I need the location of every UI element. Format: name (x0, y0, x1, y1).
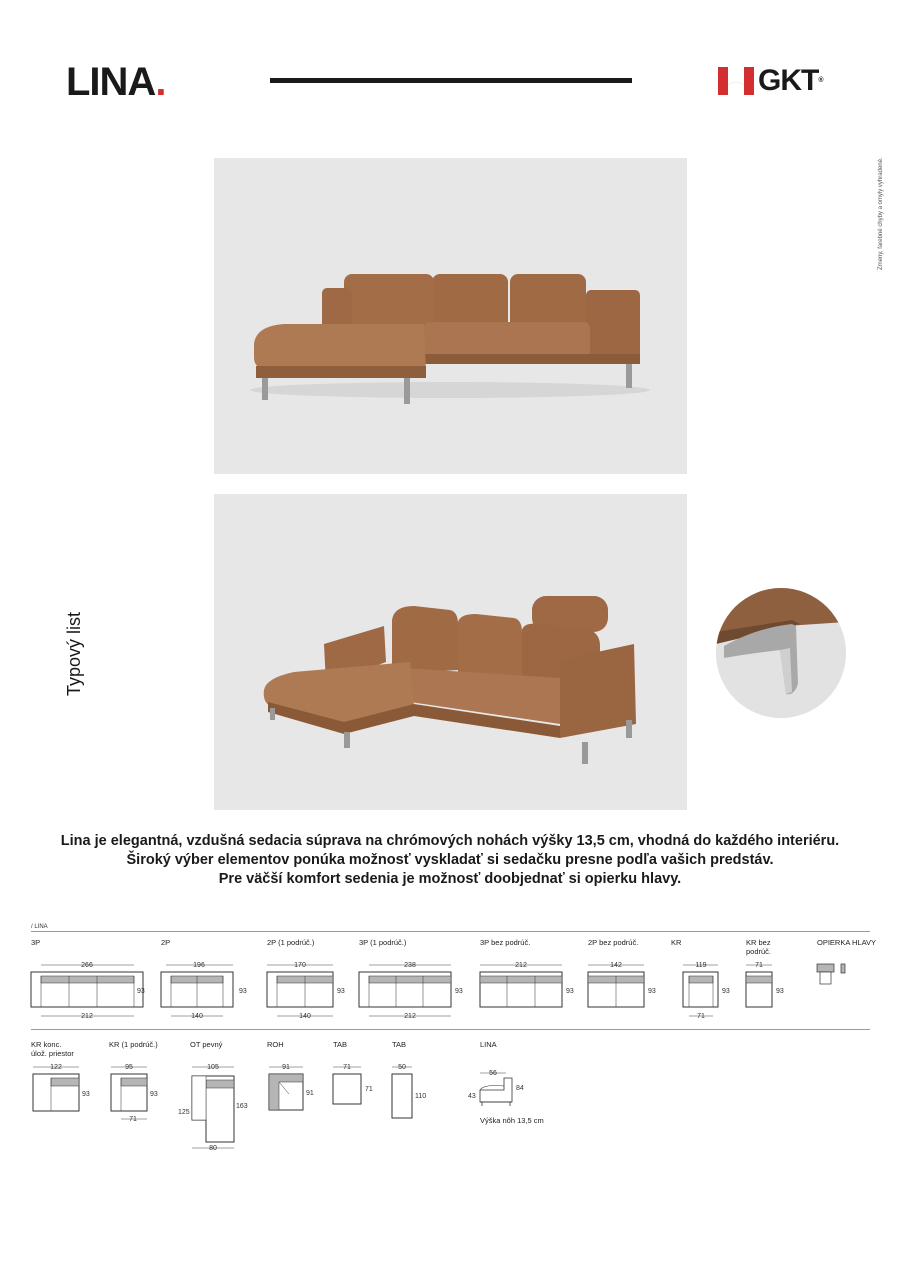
element-name: KR konc. (31, 1040, 62, 1049)
dim-bottom: 212 (404, 1013, 416, 1020)
element-kr-drawing (671, 956, 741, 1046)
element-2p-no-arm-drawing (588, 956, 668, 1046)
element-3p-1-arm-drawing (359, 956, 469, 1046)
dim-top: 238 (404, 962, 416, 969)
element-2p-drawing (161, 956, 251, 1046)
sofa-front-image (214, 158, 687, 474)
element-name: 3P (1 podrúč.) (359, 938, 407, 947)
element-name: TAB (392, 1040, 407, 1049)
dim-top: 95 (125, 1064, 133, 1071)
element-name: KR bez (746, 938, 771, 947)
dim-side: 93 (722, 988, 730, 995)
dim-top: 196 (193, 962, 205, 969)
tech-section-label: / LINA (31, 924, 48, 930)
dim-top: 266 (81, 962, 93, 969)
brand-name (66, 60, 165, 104)
dim-side: 93 (337, 988, 345, 995)
dim-side: 93 (150, 1091, 158, 1098)
lina-profile-drawing (466, 1064, 556, 1124)
doc-type (60, 600, 90, 700)
dim-top: 56 (489, 1070, 497, 1077)
gkt-logo (716, 64, 823, 98)
element-name: 2P (161, 938, 171, 947)
dim-side: 93 (776, 988, 784, 995)
dim-side: 93 (566, 988, 574, 995)
element-name-2: úlož. priestor (31, 1049, 74, 1058)
leg-height-note: Výška nôh 13,5 cm (480, 1116, 544, 1125)
element-name: 3P (31, 938, 41, 947)
logo-mark-icon (716, 65, 756, 97)
doc-type-text: Typový list (64, 611, 84, 696)
dim-bottom: 140 (299, 1013, 311, 1020)
dim-top: 105 (207, 1064, 219, 1071)
element-name: LINA (480, 1040, 497, 1049)
dim-top: 71 (343, 1064, 351, 1071)
dim-top: 119 (695, 962, 707, 969)
element-ot-drawing (178, 1060, 268, 1170)
element-name: OPIERKA HLAVY (817, 938, 877, 947)
desc-line-1: Lina je elegantná, vzdušná sedacia súprava na chrómových nohách výšky 13,5 cm, vhodná do každého interiéru. (60, 833, 840, 849)
dim-right: 84 (516, 1085, 524, 1092)
element-name: ROH (267, 1040, 284, 1049)
dim-top: 170 (294, 962, 306, 969)
element-table-50-drawing (392, 1060, 452, 1140)
dim-side: 93 (239, 988, 247, 995)
side-note (878, 157, 888, 280)
desc-line-3: Pre väčší komfort sedenia je možnosť doobjednať si opierku hlavy. (218, 871, 682, 887)
dim-bottom: 80 (209, 1145, 217, 1152)
element-name: OT pevný (190, 1040, 223, 1049)
sofa-photo-front (214, 158, 687, 474)
element-3p-no-arm-drawing (480, 956, 580, 1046)
element-name: 2P bez podrúč. (588, 938, 639, 947)
logo-text (758, 64, 823, 98)
dim-bottom: 140 (191, 1013, 203, 1020)
dim-top: 212 (515, 962, 527, 969)
element-name: TAB (333, 1040, 348, 1049)
dim-bottom: 71 (129, 1116, 137, 1123)
element-name: KR (671, 938, 682, 947)
element-kr-1-arm-drawing (109, 1060, 179, 1150)
dim-bottom: 71 (697, 1013, 705, 1020)
dim-top: 142 (610, 962, 622, 969)
element-2p-1-arm-drawing (267, 956, 357, 1046)
dim-top: 71 (755, 962, 763, 969)
dim-top: 122 (50, 1064, 62, 1071)
element-name: 2P (1 podrúč.) (267, 938, 315, 947)
dim-left: 43 (468, 1093, 476, 1100)
dim-top: 91 (282, 1064, 290, 1071)
element-corner-drawing (267, 1060, 337, 1140)
dim-bottom: 212 (81, 1013, 93, 1020)
product-description (40, 832, 860, 889)
side-note-text: Zmeny, farebné chyby a omyly vyhradené. (878, 157, 884, 270)
element-kr-end-drawing (31, 1060, 101, 1140)
element-kr-no-arm-drawing (746, 956, 796, 1046)
dim-right: 163 (236, 1103, 248, 1110)
dim-side: 93 (648, 988, 656, 995)
leg-detail-photo (716, 588, 846, 718)
element-name-2: podrúč. (746, 947, 772, 956)
brand-text: LINA (66, 60, 156, 104)
dim-side: 93 (455, 988, 463, 995)
dim-top: 50 (398, 1064, 406, 1071)
dim-left: 125 (178, 1109, 190, 1116)
brand-dot: . (155, 60, 166, 104)
element-name: 3P bez podrúč. (480, 938, 531, 947)
sofa-angle-image (214, 494, 687, 810)
dim-side: 110 (415, 1093, 427, 1100)
element-table-71-drawing (333, 1060, 393, 1140)
dim-side: 93 (82, 1091, 90, 1098)
logo-reg: ® (818, 77, 823, 84)
tech-rule-top (31, 931, 870, 932)
headrest-drawing (817, 956, 867, 996)
dim-side: 93 (137, 988, 145, 995)
chrome-leg-icon (716, 588, 846, 718)
logo-letters: GKT (758, 64, 819, 97)
element-3p-drawing (31, 956, 151, 1046)
sofa-photo-angle (214, 494, 687, 810)
desc-line-2: Široký výber elementov ponúka možnosť vyskladať si sedačku presne podľa vašich predstáv. (126, 852, 774, 868)
element-name: KR (1 podrúč.) (109, 1040, 158, 1049)
dim-side: 91 (306, 1090, 314, 1097)
dim-side: 71 (365, 1086, 373, 1093)
header-rule (270, 78, 632, 83)
